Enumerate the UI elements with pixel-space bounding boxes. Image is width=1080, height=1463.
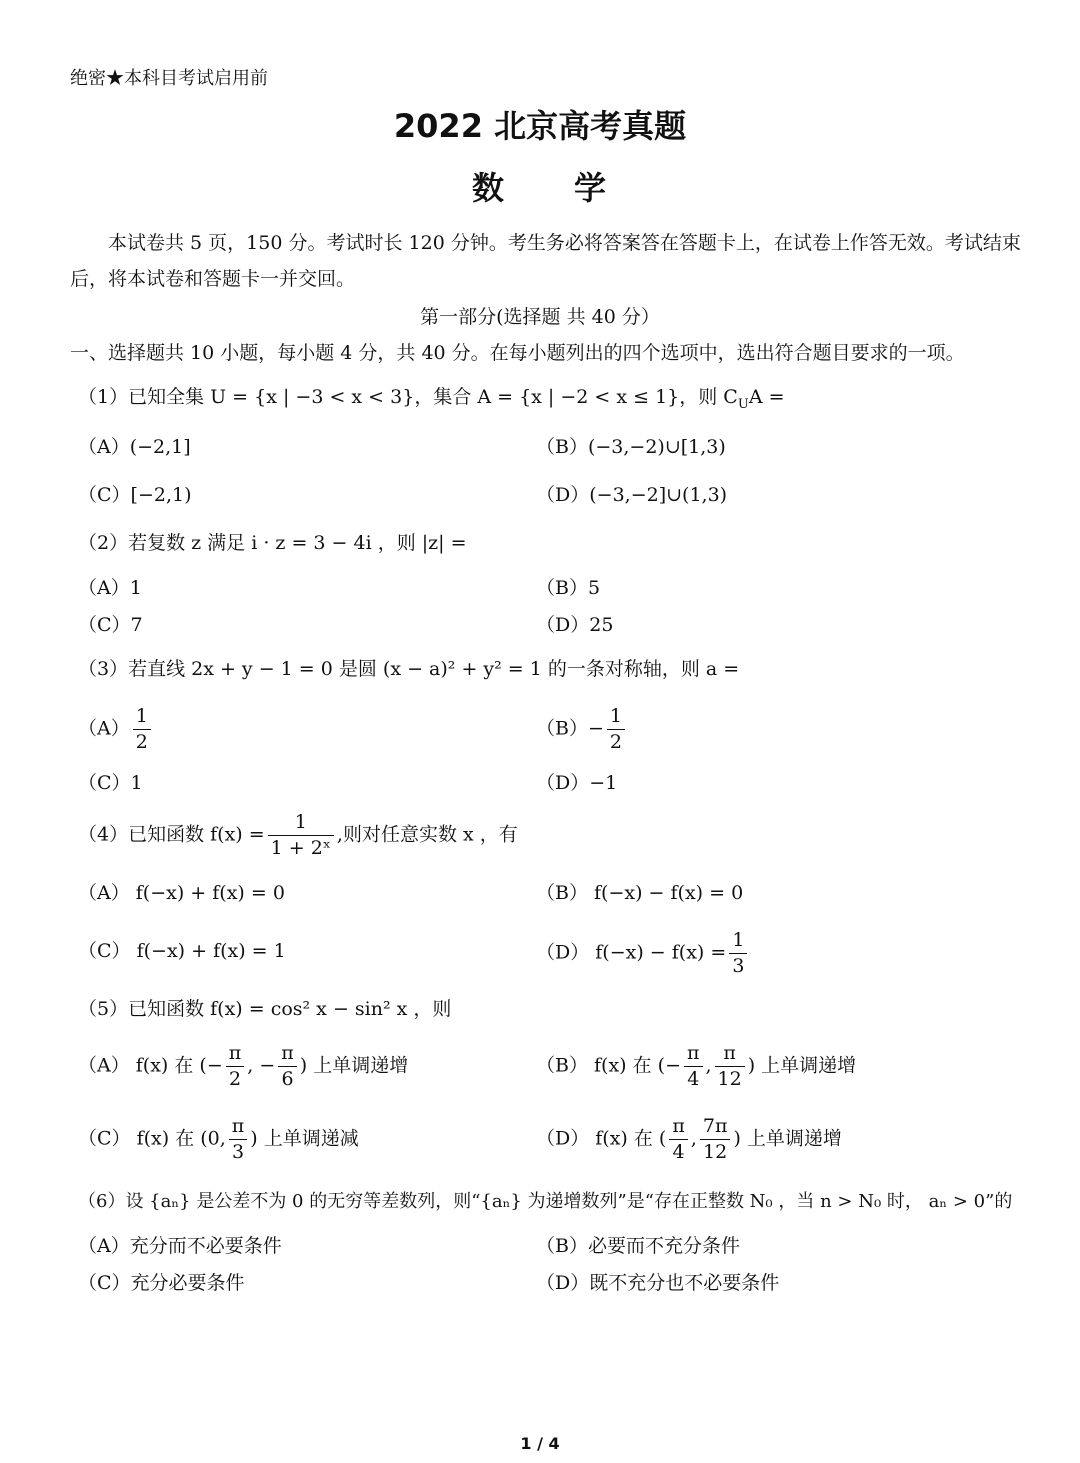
q3-a-fraction xyxy=(133,706,151,753)
q5-d-f2-num: 7π xyxy=(700,1116,731,1140)
q3-b-fraction xyxy=(607,706,625,753)
q4-option-d xyxy=(536,930,750,977)
q6-option-d: （D）既不充分也不必要条件 xyxy=(536,1272,780,1294)
q1-stem-text: （1）已知全集 U = {x | −3 < x < 3}，集合 A = {x | −2 < x ≤ 1}，则 C xyxy=(78,386,738,408)
instructions-line-1: 本试卷共 5 页，150 分。考试时长 120 分钟。考生务必将答案答在答题卡上，在试卷上作答无效。考试结束 xyxy=(108,232,1021,254)
q4-stem-post: ,则对任意实数 x ，有 xyxy=(336,823,518,846)
question-2-stem: （2）若复数 z 满足 i · z = 3 − 4i ，则 |z| = xyxy=(78,532,467,554)
q5-b-pre: （B） f(x) 在 (− xyxy=(536,1054,681,1077)
q5-b-post: ) 上单调递增 xyxy=(747,1054,857,1077)
q4-d-fraction xyxy=(729,930,747,977)
q5-a-post: ) 上单调递增 xyxy=(299,1054,409,1077)
q3-a-numerator: 1 xyxy=(133,706,151,730)
q5-d-mid: , xyxy=(690,1127,697,1150)
question-6-stem: （6）设 {aₙ} 是公差不为 0 的无穷等差数列，则“{aₙ} 为递增数列”是“存在正整数 N₀ ，当 n > N₀ 时， aₙ > 0”的 xyxy=(78,1191,1013,1212)
q4-denominator: 1 + 2ˣ xyxy=(270,836,331,859)
q1-option-a: （A）(−2,1] xyxy=(78,436,191,458)
q5-a-fraction-2 xyxy=(278,1043,297,1090)
question-5-stem: （5）已知函数 f(x) = cos² x − sin² x ，则 xyxy=(78,998,452,1020)
q1-option-c: （C）[−2,1) xyxy=(78,484,192,506)
q1-stem-subscript: U xyxy=(737,396,749,412)
q5-a-fraction-1 xyxy=(226,1043,245,1090)
q4-numerator: 1 xyxy=(268,812,334,836)
q4-d-denominator: 3 xyxy=(732,954,745,977)
question-1-stem xyxy=(78,388,785,411)
q4-option-a: （A） f(−x) + f(x) = 0 xyxy=(78,882,285,904)
q4-d-numerator: 1 xyxy=(729,930,747,954)
q2-option-c: （C）7 xyxy=(78,614,143,636)
q5-b-fraction-2 xyxy=(715,1043,745,1090)
q3-b-prefix: （B）− xyxy=(536,717,604,740)
q5-b-f1-den: 4 xyxy=(687,1067,700,1090)
q5-c-pre: （C） f(x) 在 (0, xyxy=(78,1127,226,1150)
q5-a-f2-den: 6 xyxy=(281,1067,294,1090)
q5-d-f1-num: π xyxy=(669,1116,688,1140)
q5-d-f1-den: 4 xyxy=(672,1140,685,1163)
q4-option-b: （B） f(−x) − f(x) = 0 xyxy=(536,882,744,904)
q5-b-mid: , xyxy=(705,1054,712,1077)
q5-option-d xyxy=(536,1116,842,1163)
q5-a-pre: （A） f(x) 在 (− xyxy=(78,1054,223,1077)
page-number: 1 / 4 xyxy=(520,1434,560,1453)
q5-option-b xyxy=(536,1043,856,1090)
q1-option-b: （B）(−3,−2)∪[1,3) xyxy=(536,436,726,458)
q3-option-c: （C）1 xyxy=(78,772,143,794)
q2-option-a: （A）1 xyxy=(78,577,142,599)
q6-option-c: （C）充分必要条件 xyxy=(78,1272,245,1294)
q5-b-f2-num: π xyxy=(715,1043,745,1067)
q5-d-f2-den: 12 xyxy=(703,1140,728,1163)
q5-a-mid: , − xyxy=(247,1054,276,1077)
question-4-stem xyxy=(78,812,518,859)
q1-option-d: （D）(−3,−2]∪(1,3) xyxy=(536,484,728,506)
q5-d-post: ) 上单调递增 xyxy=(733,1127,842,1150)
q5-c-f1-num: π xyxy=(229,1116,248,1140)
q4-d-pre: （D） f(−x) − f(x) = xyxy=(536,941,727,964)
section-heading: 一、选择题共 10 小题，每小题 4 分，共 40 分。在每小题列出的四个选项中，选出符合题目要求的一项。 xyxy=(70,342,965,364)
question-3-stem: （3）若直线 2x + y − 1 = 0 是圆 (x − a)² + y² = 1 的一条对称轴，则 a = xyxy=(78,658,740,680)
q3-a-denominator: 2 xyxy=(135,730,148,753)
q5-a-f1-num: π xyxy=(226,1043,245,1067)
subject-title: 数 学 xyxy=(471,169,608,207)
q3-option-a xyxy=(78,706,154,753)
q5-c-f1-den: 3 xyxy=(231,1140,245,1163)
q3-option-b xyxy=(536,706,628,753)
exam-title: 2022 北京高考真题 xyxy=(393,107,687,145)
confidential-label: 绝密★本科目考试启用前 xyxy=(70,68,268,89)
q5-b-f1-num: π xyxy=(684,1043,703,1067)
q3-option-d: （D）−1 xyxy=(536,772,618,794)
q5-b-f2-den: 12 xyxy=(717,1067,742,1090)
instructions-line-2: 后，将本试卷和答题卡一并交回。 xyxy=(70,268,356,290)
q5-a-f2-num: π xyxy=(278,1043,297,1067)
q6-option-b: （B）必要而不充分条件 xyxy=(536,1235,740,1257)
q4-option-c: （C） f(−x) + f(x) = 1 xyxy=(78,940,286,962)
q5-c-fraction-1 xyxy=(229,1116,248,1163)
q5-a-f1-den: 2 xyxy=(228,1067,242,1090)
q4-fraction xyxy=(268,812,334,859)
q3-b-denominator: 2 xyxy=(609,730,622,753)
q4-stem-pre: （4）已知函数 f(x) = xyxy=(78,823,265,846)
q5-d-fraction-2 xyxy=(700,1116,731,1163)
q3-a-prefix: （A） xyxy=(78,717,130,740)
q5-c-post: ) 上单调递减 xyxy=(250,1127,359,1150)
q5-d-fraction-1 xyxy=(669,1116,688,1163)
q5-option-a xyxy=(78,1043,408,1090)
q5-option-c xyxy=(78,1116,359,1163)
q2-option-d: （D）25 xyxy=(536,614,614,636)
q2-option-b: （B）5 xyxy=(536,577,601,599)
q3-b-numerator: 1 xyxy=(607,706,625,730)
q5-b-fraction-1 xyxy=(684,1043,703,1090)
q5-d-pre: （D） f(x) 在 ( xyxy=(536,1127,667,1150)
q1-stem-end: A = xyxy=(748,386,785,408)
part-heading: 第一部分(选择题 共 40 分） xyxy=(420,306,660,328)
q6-option-a: （A）充分而不必要条件 xyxy=(78,1235,282,1257)
